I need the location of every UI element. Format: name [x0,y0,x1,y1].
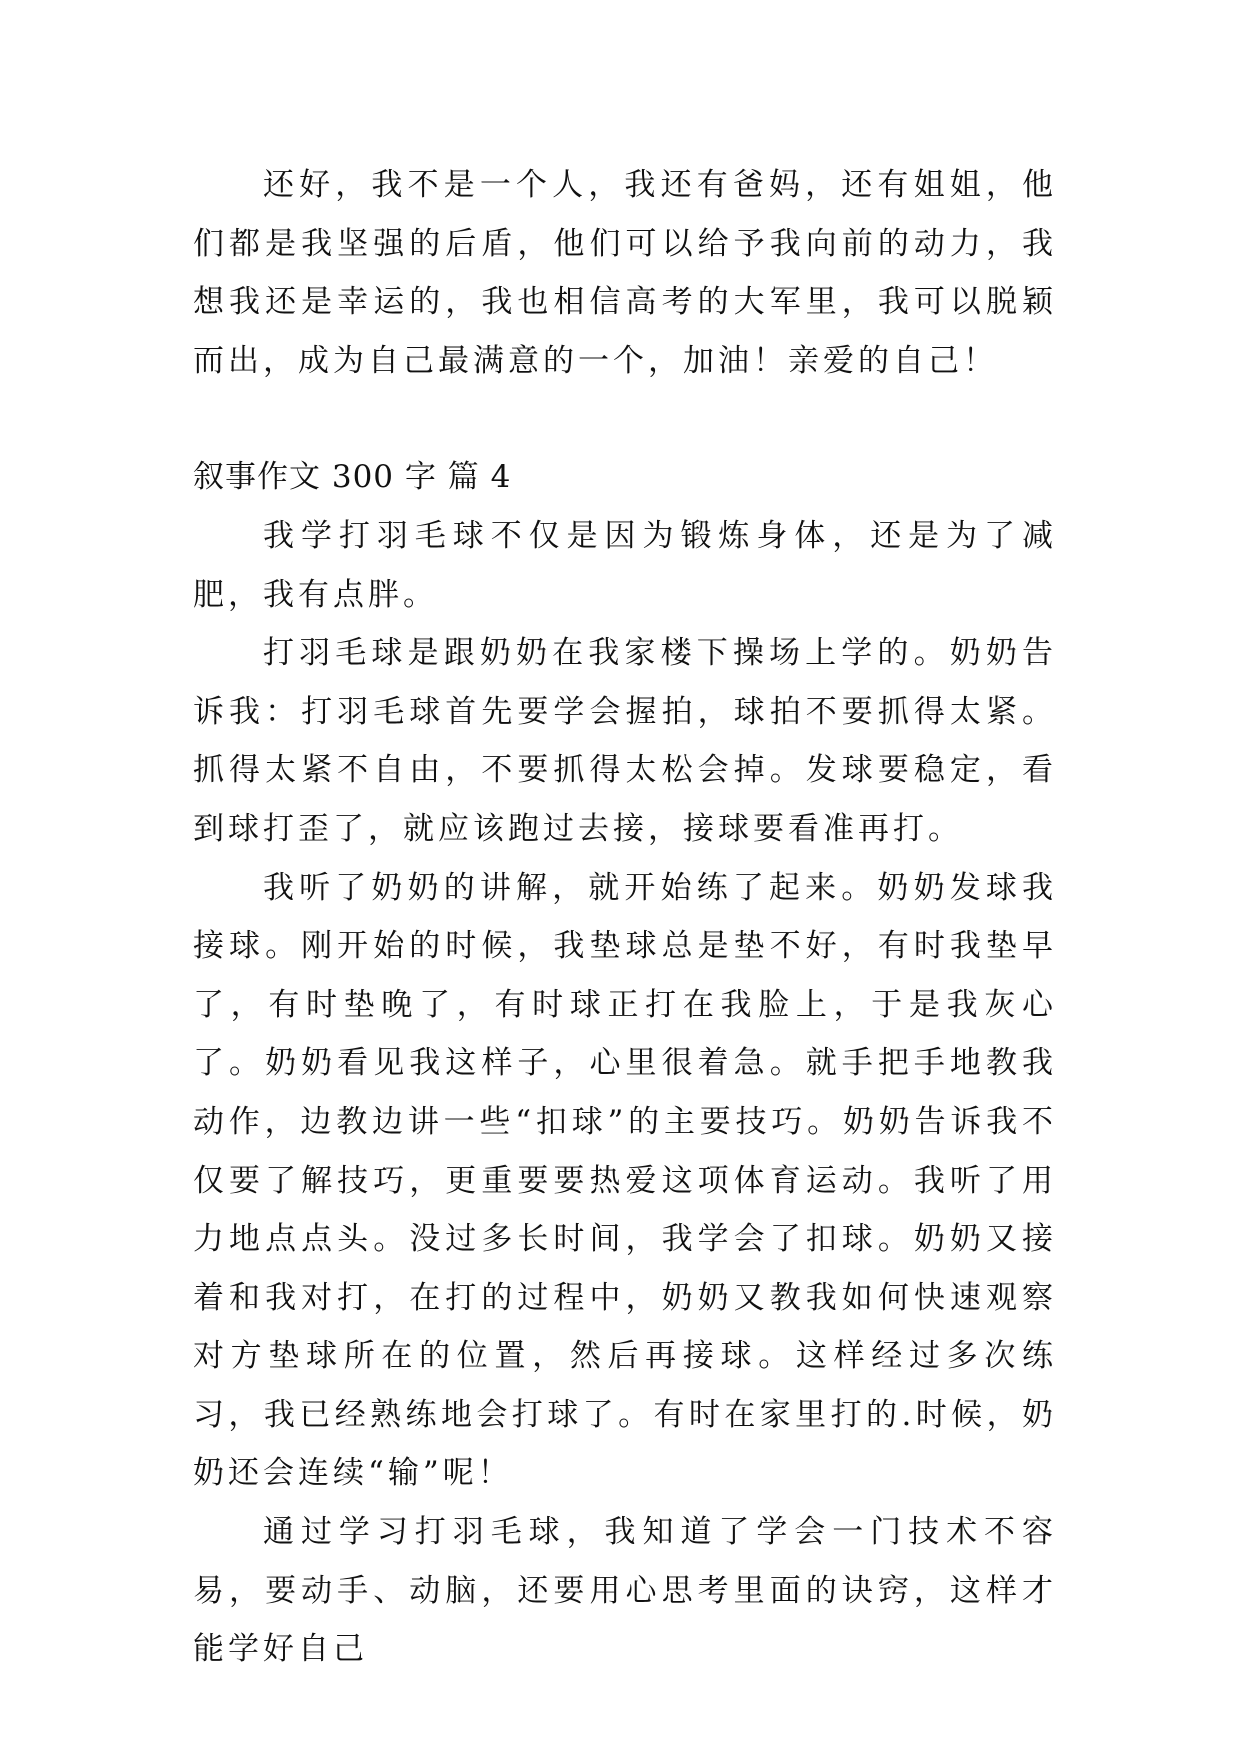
paragraph-4: 通过学习打羽毛球，我知道了学会一门技术不容易，要动手、动脑，还要用心思考里面的诀窍，这样才能学好自己 [193,1514,1057,1668]
paragraph-3: 我听了奶奶的讲解，就开始练了起来。奶奶发球我接球。刚开始的时候，我垫球总是垫不好，有时我垫早了，有时垫晚了，有时球正打在我脸上，于是我灰心了。奶奶看见我这样子，心里很着急。就手把手地教我动作，边教边讲一些“扣球”的主要技巧。奶奶告诉我不仅要了解技巧，更重要要热爱这项体育运动。我听了用力地点点头。没过多长时间，我学会了扣球。奶奶又接着和我对打，在打的过程中，奶奶又教我如何快速观察对方垫球所在的位置，然后再接球。这样经过多次练习，我已经熟练地会打球了。有时在家里打的.时候，奶奶还会连续“输”呢！ [193,869,1057,1492]
section-spacer [193,390,1057,448]
paragraph-2: 打羽毛球是跟奶奶在我家楼下操场上学的。奶奶告诉我：打羽毛球首先要学会握拍，球拍不要抓得太紧。抓得太紧不自由，不要抓得太松会掉。发球要稳定，看到球打歪了，就应该跑过去接，接球要看准再打。 [193,635,1057,847]
document-page [193,156,1057,1679]
section-title: 叙事作文 300 字 篇 4 [193,459,512,496]
paragraph-1: 我学打羽毛球不仅是因为锻炼身体，还是为了减肥，我有点胖。 [193,517,1057,613]
paragraph-family-support: 还好，我不是一个人，我还有爸妈，还有姐姐，他们都是我坚强的后盾，他们可以给予我向前的动力，我想我还是幸运的，我也相信高考的大军里，我可以脱颖而出，成为自己最满意的一个，加油！亲爱的自己！ [193,167,1057,379]
